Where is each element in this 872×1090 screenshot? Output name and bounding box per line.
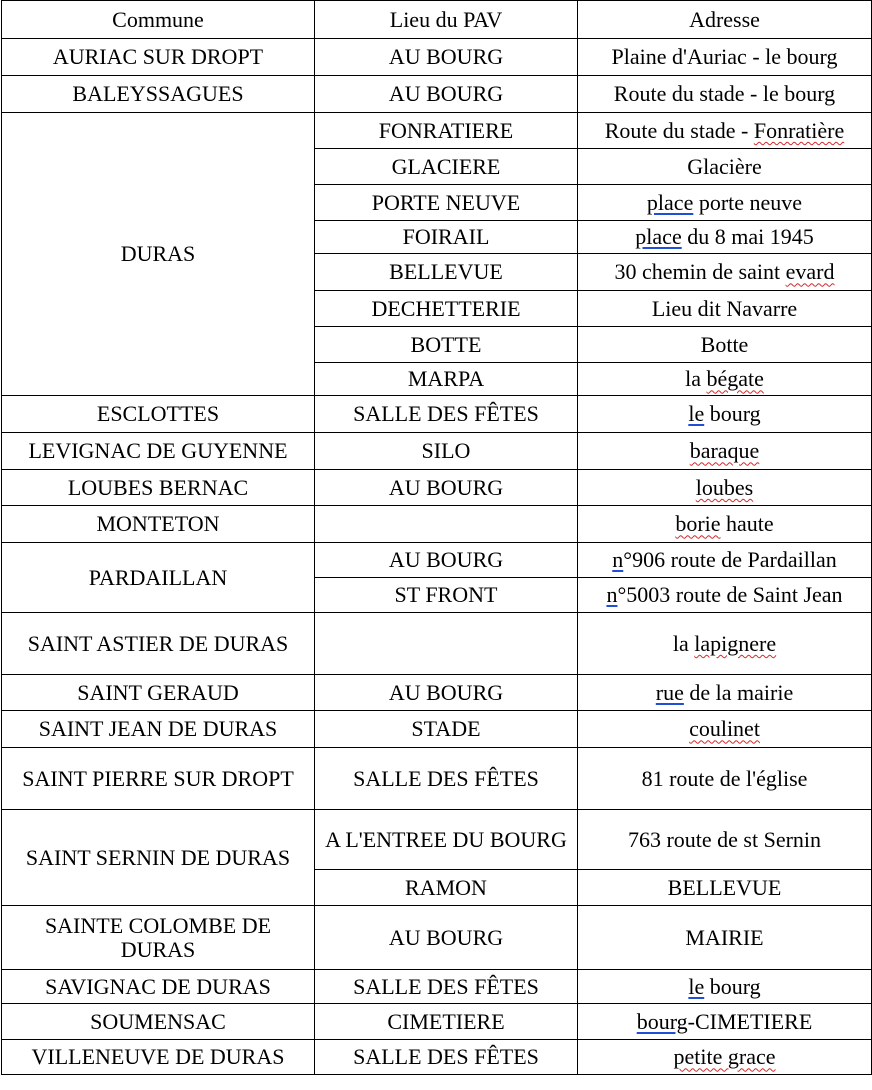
grammar-word: n [612,547,624,573]
cell-adresse [578,363,872,396]
table-row [2,906,872,970]
misspelled-word: loubes [695,474,754,500]
table-row [2,970,872,1004]
cell-lieu: A L'ENTREE DU BOURG [315,810,578,870]
cell-lieu [315,613,578,675]
cell-lieu: BOTTE [315,327,578,363]
cell-adresse: 763 route de st Sernin [578,810,872,870]
cell-lieu: AU BOURG [315,675,578,711]
table-row [2,506,872,543]
cell-adresse [578,113,872,149]
cell-lieu: FOIRAIL [315,221,578,254]
cell-lieu: SALLE DES FÊTES [315,396,578,433]
cell-commune: SOUMENSAC [2,1004,315,1040]
address-text: 30 chemin de saint [614,259,786,285]
grammar-word: place [635,224,682,250]
cell-adresse: 81 route de l'église [578,748,872,810]
cell-adresse: MAIRIE [578,906,872,970]
cell-adresse: Glacière [578,149,872,185]
cell-lieu: STADE [315,711,578,748]
grammar-word: bourg [636,1008,688,1034]
cell-commune: ESCLOTTES [2,396,315,433]
cell-lieu: RAMON [315,870,578,906]
cell-lieu: FONRATIERE [315,113,578,149]
table-row [2,39,872,76]
cell-lieu: AU BOURG [315,906,578,970]
grammar-word: place [646,189,694,215]
cell-commune: MONTETON [2,506,315,543]
cell-lieu: ST FRONT [315,578,578,613]
cell-adresse [578,675,872,711]
cell-lieu: MARPA [315,363,578,396]
cell-commune: PARDAILLAN [2,543,315,613]
cell-adresse [578,543,872,578]
cell-commune: SAVIGNAC DE DURAS [2,970,315,1004]
cell-commune: DURAS [2,113,315,396]
cell-commune: SAINT JEAN DE DURAS [2,711,315,748]
cell-commune: SAINTE COLOMBE DE DURAS [2,906,315,970]
cell-lieu: SALLE DES FÊTES [315,970,578,1004]
cell-commune: LOUBES BERNAC [2,470,315,506]
table-row [2,810,872,870]
table-row [2,711,872,748]
address-text: °906 route de Pardaillan [623,547,837,573]
table-row [2,396,872,433]
address-text: porte neuve [693,189,803,215]
cell-adresse [578,254,872,291]
cell-adresse [578,578,872,613]
header-row [2,1,872,39]
address-text: Route du stade - [604,117,754,143]
misspelled-word: borie [675,511,721,537]
misspelled-word: petite grace [673,1044,776,1070]
table-row [2,113,872,149]
cell-lieu: AU BOURG [315,543,578,578]
cell-lieu: AU BOURG [315,39,578,76]
pav-table [1,0,872,1075]
header-adresse: Adresse [578,1,872,39]
cell-lieu: SILO [315,433,578,470]
address-text: haute [720,511,774,537]
cell-adresse [578,613,872,675]
table-row [2,1004,872,1040]
address-text: bourg [704,973,761,999]
table-row [2,1040,872,1075]
cell-lieu: SALLE DES FÊTES [315,748,578,810]
cell-adresse [578,970,872,1004]
grammar-word: rue [655,679,684,705]
cell-adresse: BELLEVUE [578,870,872,906]
cell-adresse [578,185,872,221]
address-text: bourg [704,401,761,427]
cell-commune: VILLENEUVE DE DURAS [2,1040,315,1075]
table-row [2,76,872,113]
header-commune: Commune [2,1,315,39]
table-row [2,748,872,810]
cell-lieu: PORTE NEUVE [315,185,578,221]
table-row [2,543,872,578]
table-row [2,675,872,711]
cell-adresse [578,506,872,543]
cell-adresse [578,396,872,433]
cell-commune: SAINT ASTIER DE DURAS [2,613,315,675]
address-text: la [685,366,707,392]
address-text: °5003 route de Saint Jean [617,582,843,608]
header-lieu: Lieu du PAV [315,1,578,39]
table-row [2,470,872,506]
table-row [2,613,872,675]
cell-lieu: AU BOURG [315,76,578,113]
address-text: du 8 mai 1945 [681,224,814,250]
misspelled-word: coulinet [689,716,760,742]
cell-commune: LEVIGNAC DE GUYENNE [2,433,315,470]
table-row [2,433,872,470]
grammar-word: le [688,401,705,427]
cell-lieu: GLACIERE [315,149,578,185]
cell-adresse [578,221,872,254]
cell-adresse [578,1040,872,1075]
cell-adresse [578,470,872,506]
table-body [2,39,872,1075]
cell-commune: BALEYSSAGUES [2,76,315,113]
misspelled-word: evard [785,259,835,285]
grammar-word: le [688,973,705,999]
cell-adresse [578,711,872,748]
cell-lieu: AU BOURG [315,470,578,506]
cell-adresse [578,433,872,470]
cell-adresse: Plaine d'Auriac - le bourg [578,39,872,76]
cell-commune: SAINT GERAUD [2,675,315,711]
cell-lieu: CIMETIERE [315,1004,578,1040]
cell-commune: SAINT PIERRE SUR DROPT [2,748,315,810]
cell-lieu [315,506,578,543]
cell-lieu: DECHETTERIE [315,291,578,327]
cell-adresse [578,1004,872,1040]
cell-lieu: SALLE DES FÊTES [315,1040,578,1075]
cell-commune: SAINT SERNIN DE DURAS [2,810,315,906]
address-text: -CIMETIERE [687,1008,813,1034]
cell-lieu: BELLEVUE [315,254,578,291]
misspelled-word: bégate [706,366,764,392]
grammar-word: n [606,582,618,608]
cell-adresse: Route du stade - le bourg [578,76,872,113]
cell-adresse: Lieu dit Navarre [578,291,872,327]
misspelled-word: baraque [689,438,760,464]
address-text: de la mairie [683,679,794,705]
cell-adresse: Botte [578,327,872,363]
address-text: la [672,630,695,656]
misspelled-word: lapignere [694,630,777,656]
cell-commune: AURIAC SUR DROPT [2,39,315,76]
misspelled-word: Fonratière [753,117,845,143]
